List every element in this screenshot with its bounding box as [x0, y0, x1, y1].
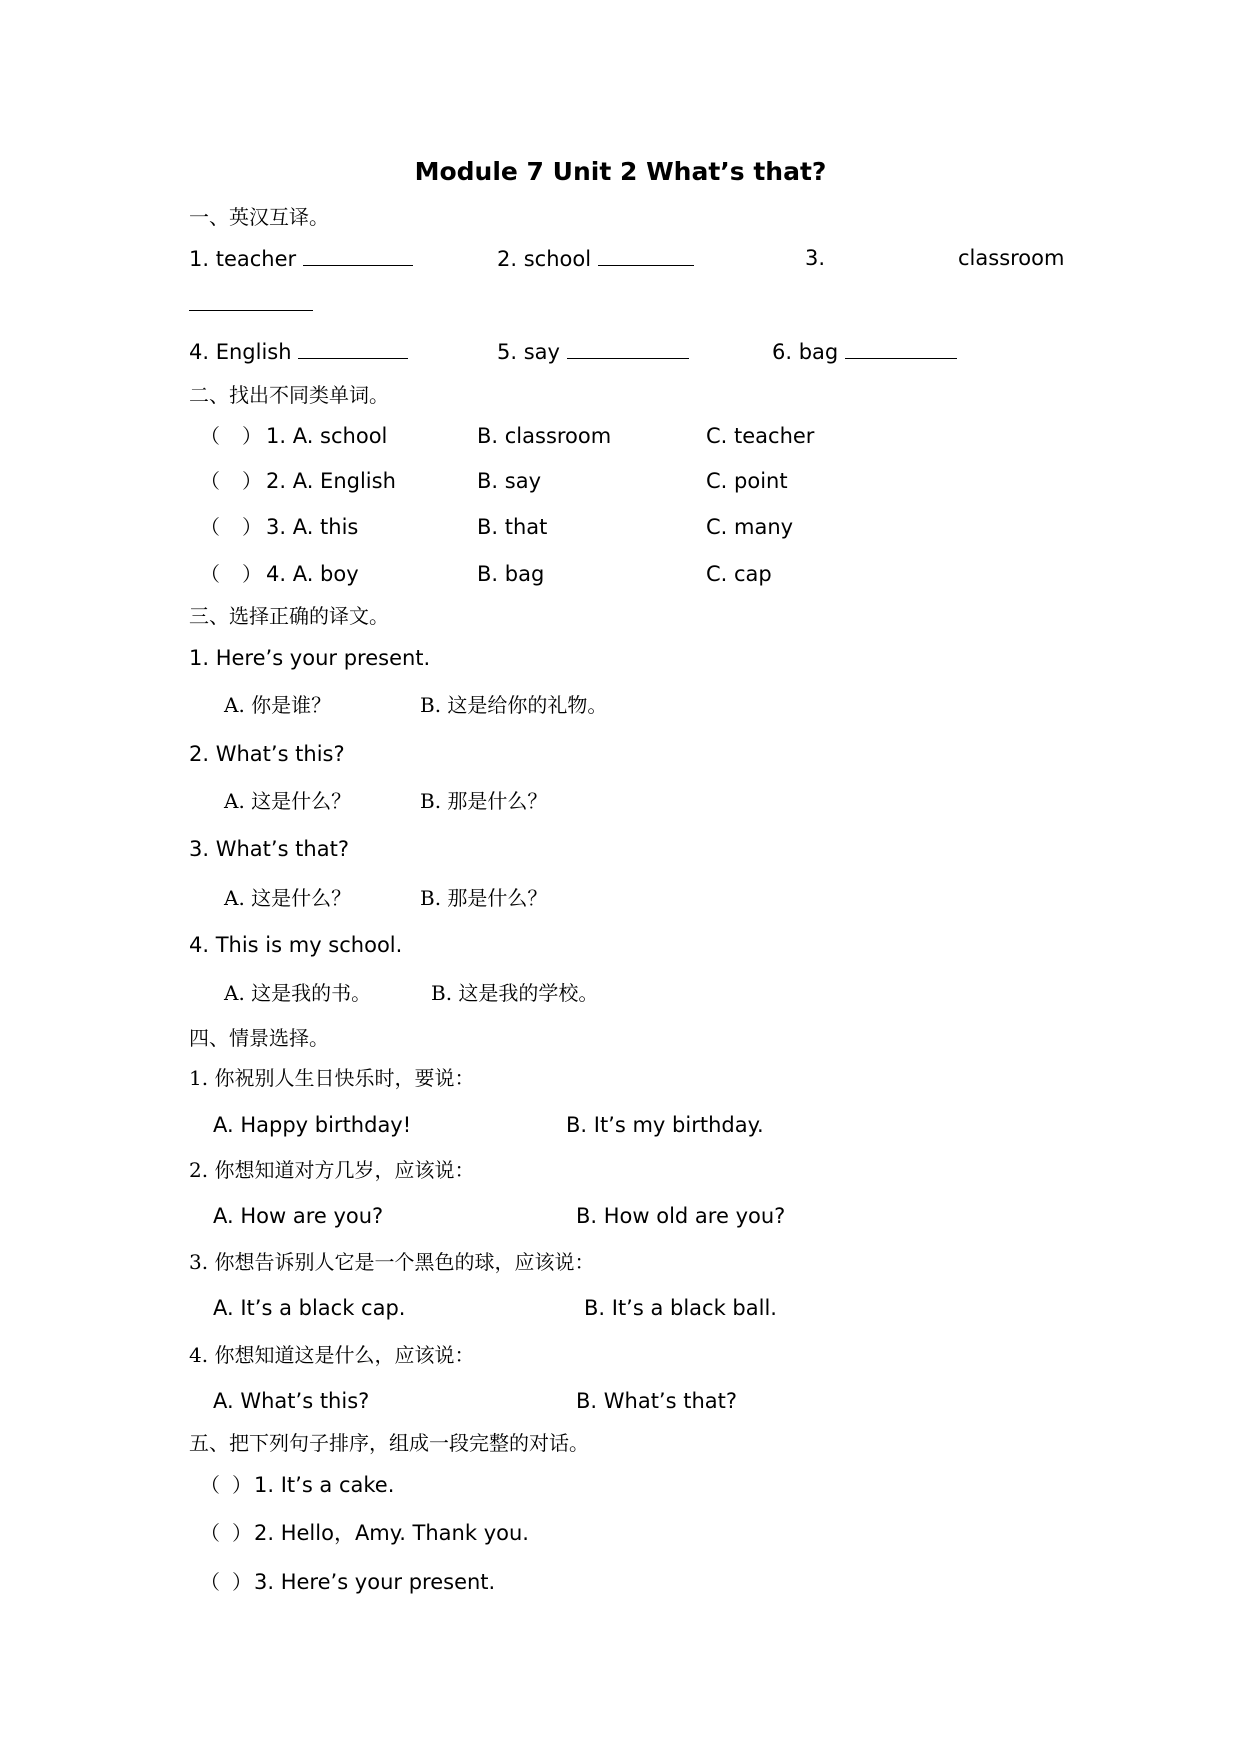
answer-blank[interactable]: [845, 338, 957, 359]
dialogue-sentence: 2. Hello，Amy. Thank you.: [254, 1521, 529, 1545]
section-3-heading: 三、选择正确的译文。: [189, 604, 389, 628]
answer-paren-close: ）: [242, 515, 262, 539]
section-4-heading: 四、情景选择。: [189, 1026, 329, 1050]
answer-blank[interactable]: [189, 290, 313, 317]
option-c: C. cap: [706, 562, 772, 586]
option-c: C. teacher: [706, 424, 815, 448]
item: 6. bag: [772, 338, 957, 365]
question: 1. Here’s your present.: [189, 646, 431, 670]
answer-paren-open[interactable]: （: [200, 469, 220, 493]
answer-paren-open[interactable]: （: [200, 562, 220, 586]
option-a: 3. A. this: [266, 515, 359, 539]
answer-paren-open[interactable]: （: [200, 1521, 220, 1545]
option-b[interactable]: B. What’s that?: [576, 1389, 738, 1413]
item: 4. English: [189, 338, 408, 365]
page-title: Module 7 Unit 2 What’s that?: [414, 157, 827, 186]
answer-paren-open[interactable]: （: [200, 1473, 220, 1497]
option-a: 1. A. school: [266, 424, 388, 448]
option-b[interactable]: B. 这是给你的礼物。: [420, 693, 608, 717]
section-1-heading: 一、英汉互译。: [189, 205, 329, 229]
item-word: classroom: [958, 246, 1065, 270]
item-number: 3.: [805, 246, 826, 270]
option-a[interactable]: A. 这是什么？: [224, 886, 352, 910]
option-a[interactable]: A. Happy birthday!: [213, 1113, 412, 1137]
question: 2. What’s this?: [189, 742, 345, 766]
option-b[interactable]: B. 那是什么？: [420, 789, 548, 813]
option-a[interactable]: A. 这是我的书。: [224, 981, 372, 1005]
answer-blank[interactable]: [598, 245, 694, 266]
option-b[interactable]: B. 这是我的学校。: [431, 981, 599, 1005]
option-b: B. classroom: [477, 424, 612, 448]
answer-paren-open[interactable]: （: [200, 424, 220, 448]
answer-paren-close: ）: [232, 1521, 252, 1545]
question: 4. 你想知道这是什么，应该说：: [189, 1343, 475, 1367]
question: 1. 你祝别人生日快乐时，要说：: [189, 1066, 475, 1090]
answer-blank[interactable]: [298, 338, 408, 359]
question: 3. What’s that?: [189, 837, 349, 861]
option-a[interactable]: A. 这是什么？: [224, 789, 352, 813]
option-a[interactable]: A. It’s a black cap.: [213, 1296, 406, 1320]
answer-paren-close: ）: [232, 1473, 252, 1497]
question: 3. 你想告诉别人它是一个黑色的球，应该说：: [189, 1250, 595, 1274]
dialogue-sentence: 1. It’s a cake.: [254, 1473, 395, 1497]
dialogue-sentence: 3. Here’s your present.: [254, 1570, 496, 1594]
item: 5. say: [497, 338, 689, 365]
option-a[interactable]: A. What’s this?: [213, 1389, 370, 1413]
item: 1. teacher: [189, 245, 413, 272]
option-b[interactable]: B. How old are you?: [576, 1204, 786, 1228]
question: 4. This is my school.: [189, 933, 403, 957]
option-a: 4. A. boy: [266, 562, 359, 586]
question: 2. 你想知道对方几岁，应该说：: [189, 1158, 475, 1182]
option-b[interactable]: B. It’s my birthday.: [566, 1113, 764, 1137]
answer-paren-close: ）: [242, 469, 262, 493]
answer-paren-open[interactable]: （: [200, 1570, 220, 1594]
item: 2. school: [497, 245, 694, 272]
answer-paren-close: ）: [232, 1570, 252, 1594]
option-b: B. bag: [477, 562, 545, 586]
section-5-heading: 五、把下列句子排序，组成一段完整的对话。: [189, 1431, 589, 1455]
section-2-heading: 二、找出不同类单词。: [189, 383, 389, 407]
option-a[interactable]: A. 你是谁？: [224, 693, 332, 717]
option-b[interactable]: B. 那是什么？: [420, 886, 548, 910]
answer-paren-close: ）: [242, 562, 262, 586]
option-c: C. many: [706, 515, 794, 539]
answer-paren-open[interactable]: （: [200, 515, 220, 539]
answer-blank[interactable]: [567, 338, 689, 359]
option-a: 2. A. English: [266, 469, 396, 493]
option-b: B. say: [477, 469, 541, 493]
option-a[interactable]: A. How are you?: [213, 1204, 384, 1228]
option-b[interactable]: B. It’s a black ball.: [584, 1296, 777, 1320]
option-c: C. point: [706, 469, 788, 493]
answer-paren-close: ）: [242, 424, 262, 448]
option-b: B. that: [477, 515, 548, 539]
answer-blank[interactable]: [303, 245, 413, 266]
